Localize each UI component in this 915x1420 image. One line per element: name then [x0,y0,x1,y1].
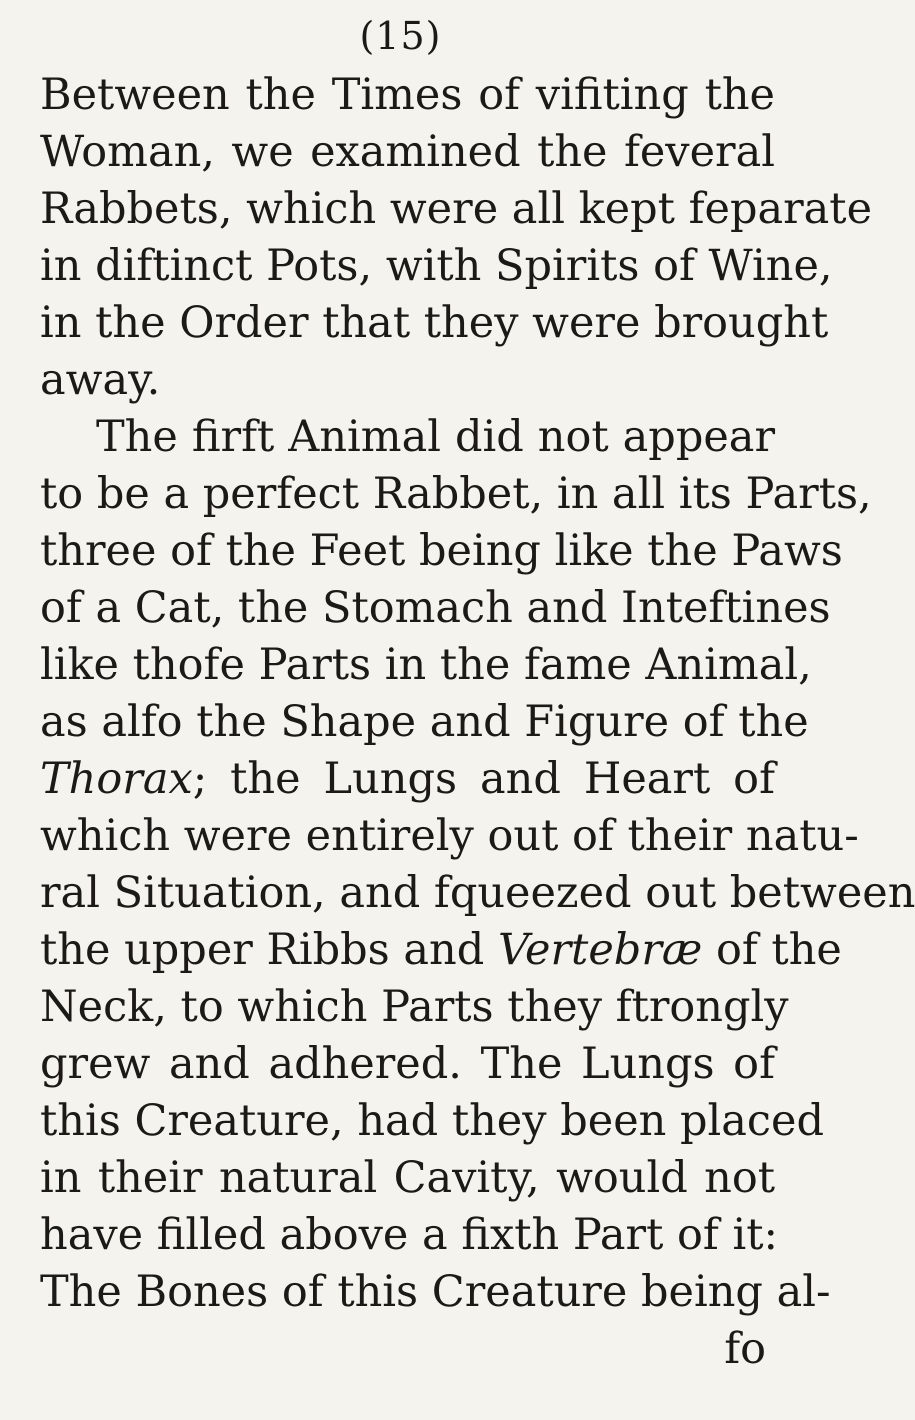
body-text [40,67,915,1378]
line-segment: in the Order that they were brought [40,298,829,348]
text-line [40,1207,779,1264]
text-line [40,124,775,181]
text-line [40,865,915,922]
text-line [40,808,859,865]
italic-term: Thorax [40,754,193,804]
line-segment: this Creature, had they been placed [40,1096,824,1146]
text-line [40,181,873,238]
text-line [40,295,829,352]
line-segment: in their natural Cavity, would not [40,1153,775,1203]
text-line [40,751,775,808]
text-line [40,466,872,523]
line-segment: ral Situation, and fqueezed out between [40,868,915,918]
line-segment: which were entirely out of their natu- [40,811,859,861]
line-segment: Between the Times of vifiting the [40,70,775,120]
italic-term: Vertebræ [497,925,703,975]
line-segment: as alfo the Shape and Figure of the [40,697,809,747]
line-segment: three of the Feet being like the Paws [40,526,843,576]
text-line [40,1150,775,1207]
text-line [40,1036,775,1093]
page-number: (15) [359,14,442,58]
text-line [40,238,833,295]
text-line [40,979,789,1036]
line-segment: of a Cat, the Stomach and Inteftines [40,583,831,633]
text-line [40,67,775,124]
line-segment: of the [702,925,842,975]
text-line [40,580,831,637]
text-line [40,637,812,694]
line-segment: The firft Animal did not appear [96,412,775,462]
text-line [40,1264,831,1321]
line-segment: Woman, we examined the feveral [40,127,775,177]
line-segment: Neck, to which Parts they ftrongly [40,982,789,1032]
catchword: fo [724,1324,766,1374]
text-line [40,523,843,580]
line-segment: the upper Ribbs and [40,925,498,975]
text-line [40,352,775,409]
line-segment: Rabbets, which were all kept feparate [40,184,873,234]
line-segment: grew and adhered. The Lungs of [40,1039,775,1089]
line-segment: in diftinct Pots, with Spirits of Wine, [40,241,833,291]
text-line [40,694,809,751]
text-line [40,409,775,466]
line-segment: to be a perfect Rabbet, in all its Parts, [40,469,872,519]
line-segment: like thofe Parts in the fame Animal, [40,640,812,690]
line-segment: have filled above a fixth Part of it: [40,1210,779,1260]
text-line [40,922,842,979]
text-line [40,1093,824,1150]
line-segment: The Bones of this Creature being al- [40,1267,831,1317]
line-segment: ; the Lungs and Heart of [192,754,775,804]
line-segment: away. [40,355,161,405]
